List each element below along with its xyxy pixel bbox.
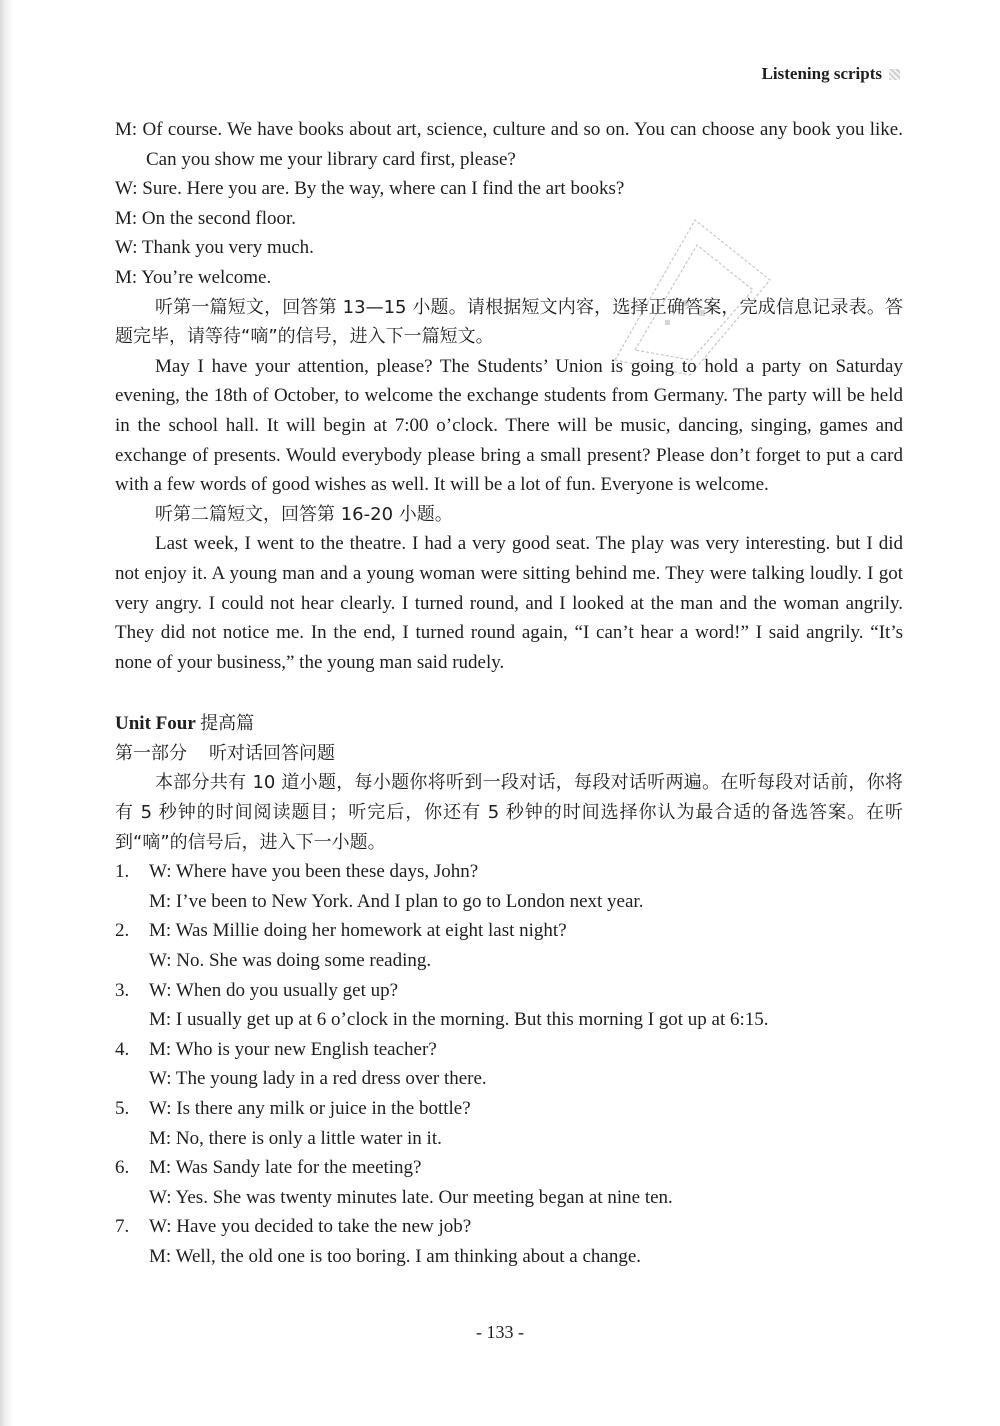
- question-line: M: Who is your new English teacher?: [149, 1038, 437, 1060]
- question-number: 2.: [115, 920, 130, 942]
- question-item: [115, 1153, 903, 1212]
- scanned-page-edge: [0, 0, 14, 1426]
- question-line: W: Have you decided to take the new job?: [149, 1216, 472, 1238]
- part-title: [115, 739, 903, 769]
- section-spacer: [115, 677, 903, 709]
- dialogue-line: M: On the second floor.: [115, 207, 297, 229]
- question-item: [115, 976, 903, 1035]
- header-decoration: [889, 69, 900, 80]
- question-number: 6.: [115, 1157, 130, 1179]
- question-item: [115, 1035, 903, 1094]
- part-instruction: 本部分共有 10 道小题，每小题你将听到一段对话，每段对话听两遍。在听每段对话前，你将有 5 秒钟的时间阅读题目；听完后，你还有 5 秒钟的时间选择你认为最合适的备选答案。在听到“嘀”的信号后，进入下一小题。: [115, 772, 903, 853]
- question-line: M: Was Sandy late for the meeting?: [149, 1157, 422, 1179]
- question-line: M: Was Millie doing her homework at eight last night?: [149, 920, 567, 942]
- question-item: [115, 1212, 903, 1271]
- passage-instruction: 听第一篇短文，回答第 13—15 小题。请根据短文内容，选择正确答案，完成信息记录表。答题完毕，请等待“嘀”的信号，进入下一篇短文。: [115, 296, 903, 348]
- dialogue-line: M: Of course. We have books about art, science, culture and so on. You can choose any book you like. Can you show me your library card first, please?: [115, 119, 903, 170]
- unit-title: [115, 709, 903, 739]
- unit-title-en: Unit Four: [115, 713, 196, 735]
- question-line: W: Is there any milk or juice in the bottle?: [149, 1098, 471, 1119]
- answer-line: M: Well, the old one is too boring. I am thinking about a change.: [149, 1245, 642, 1267]
- dialogue-line: W: Sure. Here you are. By the way, where can I find the art books?: [115, 178, 625, 200]
- question-item: [115, 1094, 903, 1153]
- question-number: 4.: [115, 1038, 130, 1060]
- running-header: Listening scripts: [761, 64, 882, 83]
- answer-line: M: I usually get up at 6 o’clock in the morning. But this morning I got up at 6:15.: [149, 1009, 769, 1031]
- question-line: W: When do you usually get up?: [149, 979, 399, 1001]
- dialogue-line: M: You’re welcome.: [115, 266, 272, 288]
- question-item: [115, 857, 903, 916]
- part-heading: 听对话回答问题: [209, 742, 335, 764]
- passage-text: May I have your attention, please? The Students’ Union is going to hold a party on Saturday evening, the 18th of October, to welcome the exchange students from Germany. The party will be held in the school hall. It will begin at 7:00 o’clock. There will be music, dancing, singing, games and exchange of presents. Would everybody please bring a small present? Please don’t forget to put a card with a few words of good wishes as well. It will be a lot of fun. Everyone is welcome.: [115, 355, 903, 496]
- page-number: - 133 -: [476, 1322, 524, 1342]
- question-number: 1.: [115, 861, 130, 883]
- part-label: 第一部分: [115, 742, 187, 764]
- question-number: 5.: [115, 1098, 130, 1119]
- question-line: W: Where have you been these days, John?: [149, 861, 479, 883]
- answer-line: W: Yes. She was twenty minutes late. Our meeting began at nine ten.: [149, 1186, 673, 1208]
- answer-line: M: No, there is only a little water in it.: [149, 1127, 442, 1149]
- answer-line: W: The young lady in a red dress over there.: [149, 1068, 487, 1090]
- answer-line: M: I’ve been to New York. And I plan to go to London next year.: [149, 890, 644, 912]
- question-number: 3.: [115, 979, 130, 1001]
- page-content: [115, 115, 903, 1272]
- question-number: 7.: [115, 1216, 130, 1238]
- question-item: [115, 916, 903, 975]
- passage-instruction: 听第二篇短文，回答第 16-20 小题。: [155, 503, 453, 525]
- answer-line: W: No. She was doing some reading.: [149, 950, 432, 972]
- passage-text: Last week, I went to the theatre. I had a very good seat. The play was very interesting. but I did not enjoy it. A young man and a young woman were sitting behind me. They were talking loudly. I got very angry. I could not hear clearly. I turned round, and I looked at the man and the woman angrily. They did not notice me. In the end, I turned round again, “I can’t hear a word!” I said angrily. “It’s none of your business,” the young man said rudely.: [115, 533, 903, 673]
- dialogue-line: W: Thank you very much.: [115, 237, 314, 259]
- unit-title-cn: 提高篇: [200, 713, 255, 735]
